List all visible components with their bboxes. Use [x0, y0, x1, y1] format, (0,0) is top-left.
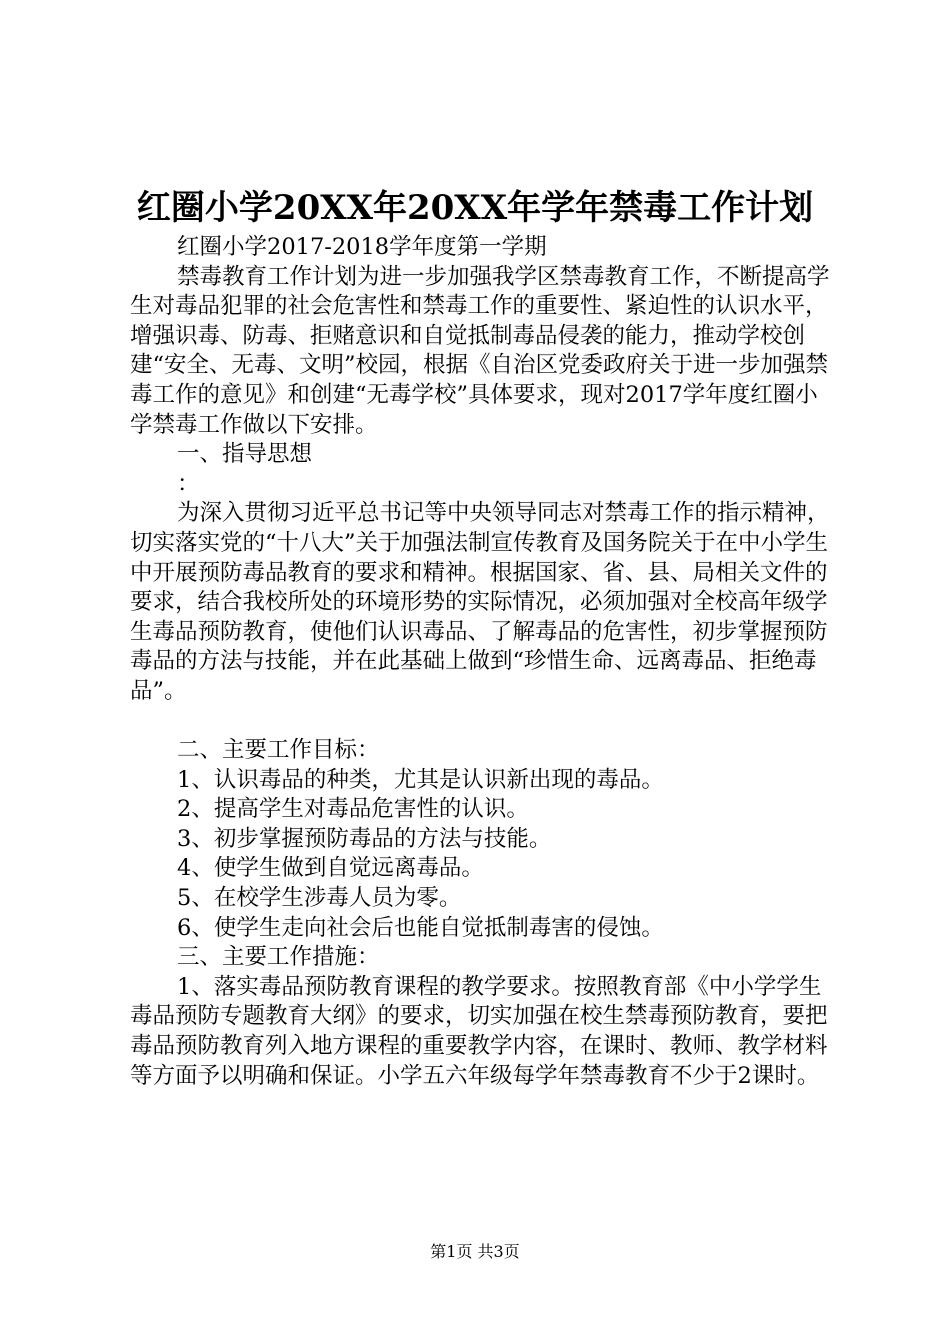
section-heading-goals: 二、主要工作目标： [177, 737, 380, 764]
goal-item: 2、提高学生对毒品危害性的认识。 [177, 796, 529, 823]
goal-item: 6、使学生走向社会后也能自觉抵制毒害的侵蚀。 [177, 914, 664, 941]
section-heading-measures: 三、主要工作措施： [177, 944, 380, 971]
colon-line: ： [177, 470, 200, 497]
goal-item: 3、初步掌握预防毒品的方法与技能。 [177, 825, 552, 852]
page-footer: 第1页 共3页 [430, 1242, 520, 1261]
document-title: 红圈小学20XX年20XX年学年禁毒工作计划 [136, 188, 814, 228]
section-heading-guiding-thought: 一、指导思想 [177, 441, 313, 468]
guiding-thought-paragraph: 为深入贯彻习近平总书记等中央领导同志对禁毒工作的指示精神，切实落实党的“十八大”关于加强法制宣传教育及国务院关于在中小学生中开展预防毒品教育的要求和精神。根据国家、省、县、局相关文件的要求，结合我校所处的环境形势的实际情况，必须加强对全校高年级学生毒品预防教育，使他们认识毒品、了解毒品的危害性，初步掌握预防毒品的方法与技能，并在此基础上做到“珍惜生命、远离毒品、拒绝毒品”。 [130, 500, 830, 704]
goal-item: 5、在校学生涉毒人员为零。 [177, 885, 462, 912]
document-body [130, 233, 830, 1091]
measure-paragraph: 1、落实毒品预防教育课程的教学要求。按照教育部《中小学学生毒品预防专题教育大纲》的要求，切实加强在校生禁毒预防教育，要把毒品预防教育列入地方课程的重要教学内容，在课时、教师、教学材料等方面予以明确和保证。小学五六年级每学年禁毒教育不少于2课时。 [130, 973, 828, 1089]
goal-item: 1、认识毒品的种类，尤其是认识新出现的毒品。 [177, 766, 664, 793]
intro-paragraph: 禁毒教育工作计划为进一步加强我学区禁毒教育工作，不断提高学生对毒品犯罪的社会危害性和禁毒工作的重要性、紧迫性的认识水平，增强识毒、防毒、拒赌意识和自觉抵制毒品侵袭的能力，推动学校创建“安全、无毒、文明”校园，根据《自治区党委政府关于进一步加强禁毒工作的意见》和创建“无毒学校”具体要求，现对2017学年度红圈小学禁毒工作做以下安排。 [130, 263, 830, 438]
semester-line: 红圈小学2017-2018学年度第一学期 [177, 234, 547, 260]
goal-item: 4、使学生做到自觉远离毒品。 [177, 855, 484, 882]
